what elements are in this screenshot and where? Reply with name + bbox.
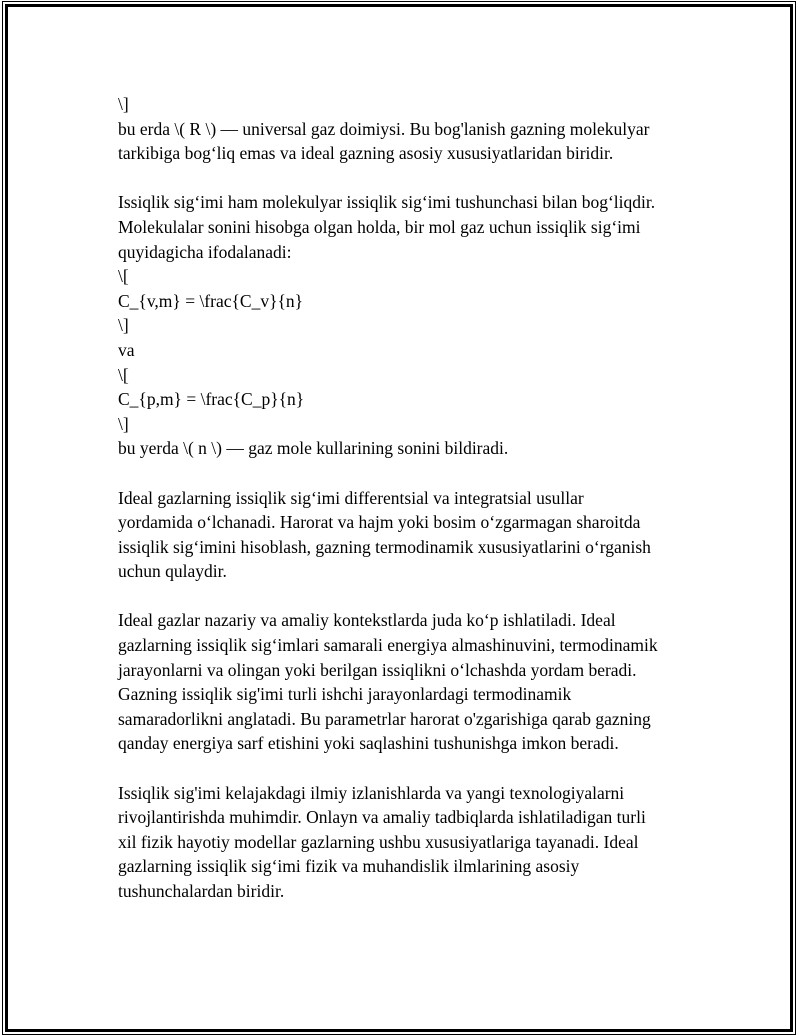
text-line: qanday energiya sarf etishini yoki saqlashini tushunishga imkon beradi. [118,733,619,754]
paragraph-spacer [118,461,708,486]
text-line: tarkibiga bog‘liq emas va ideal gazning asosiy xususiyatlaridan biridir. [118,143,614,164]
text-line: issiqlik sig‘imini hisoblash, gazning termodinamik xususiyatlarini o‘rganish [118,536,651,557]
text-line: xil fizik hayotiy modellar gazlarning ushbu xususiyatlariga tayanadi. Ideal [118,831,639,852]
paragraph-spacer [118,756,708,781]
text-line: Ideal gazlarning issiqlik sig‘imi differentsial va integratsial usullar [118,487,584,508]
text-line: Ideal gazlar nazariy va amaliy kontekstlarda juda ko‘p ishlatiladi. Ideal [118,610,616,631]
text-line: tushunchalardan biridir. [118,881,285,901]
formula-line: C_{p,m} = \frac{C_p}{n} [118,389,305,410]
text-line: bu erda \( R \) — universal gaz doimiysi. Bu bog'lanish gazning molekulyar [118,118,650,139]
paragraph-applications [118,608,708,756]
formula-line: \[ [118,364,129,385]
text-line: Issiqlik sig‘imi ham molekulyar issiqlik sig‘imi tushunchasi bilan bog‘liqdir. [118,192,656,213]
paragraph-future-research [118,781,708,904]
paragraph-molar-heat-capacity [118,190,708,461]
text-line: uchun qulaydir. [118,561,227,582]
text-line: Issiqlik sig'imi kelajakdagi ilmiy izlanishlarda va yangi texnologiyalarni [118,782,625,803]
paragraph-measurement [118,486,708,584]
text-line: gazlarning issiqlik sig‘imi fizik va muhandislik ilmlarining asosiy [118,856,580,877]
paragraph-spacer [118,166,708,191]
formula-line: \[ [118,266,129,287]
text-line: quyidagicha ifodalanadi: [118,241,292,262]
document-body [118,92,708,904]
text-line: \] [118,94,129,114]
text-line: gazlarning issiqlik sig‘imlari samarali energiya almashinuvini, termodinamik [118,635,658,656]
formula-line: C_{v,m} = \frac{C_v}{n} [118,290,304,311]
text-line: Gazning issiqlik sig'imi turli ishchi jarayonlardagi termodinamik [118,684,572,705]
text-line: rivojlantirishda muhimdir. Onlayn va amaliy tadbiqlarda ishlatiladigan turli [118,807,646,828]
text-line: bu yerda \( n \) — gaz mole kullarining sonini bildiradi. [118,438,509,459]
text-line: Molekulalar sonini hisobga olgan holda, bir mol gaz uchun issiqlik sig‘imi [118,216,641,237]
text-line: samaradorlikni anglatadi. Bu parametrlar harorat o'zgarishiga qarab gazning [118,708,651,729]
text-line: yordamida o‘lchanadi. Harorat va hajm yoki bosim o‘zgarmagan sharoitda [118,512,641,533]
paragraph-spacer [118,584,708,609]
paragraph-gas-constant [118,92,708,166]
text-line: jarayonlarni va olingan yoki berilgan issiqlikni o‘lchashda yordam beradi. [118,659,637,680]
formula-line: \] [118,413,129,434]
formula-line: \] [118,315,129,336]
text-line: va [118,339,135,360]
